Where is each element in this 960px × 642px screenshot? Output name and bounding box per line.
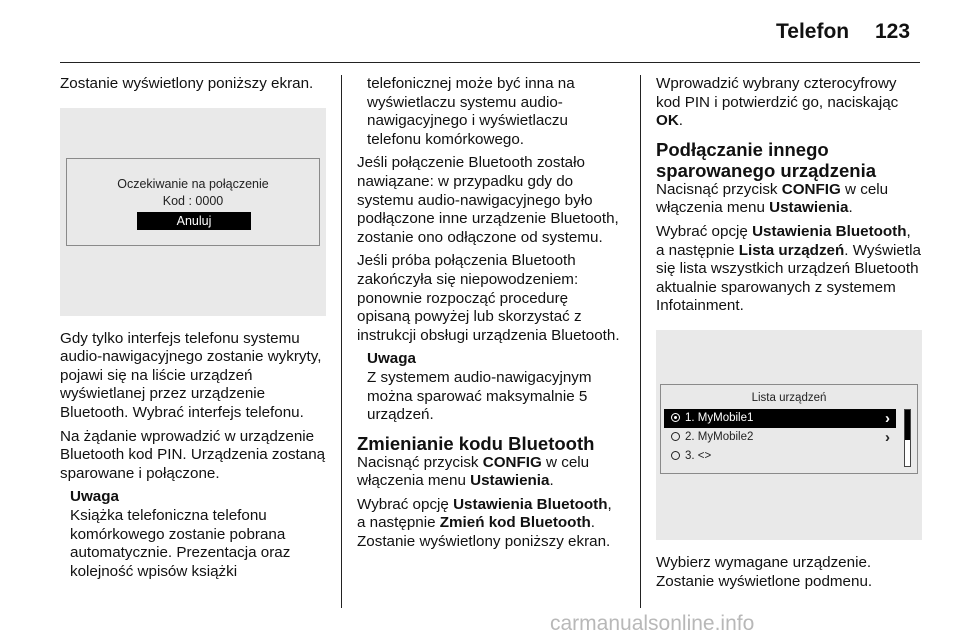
pairing-screen	[60, 108, 326, 316]
section-heading: Zmienianie kodu Bluetooth	[357, 432, 595, 454]
note	[357, 350, 623, 424]
watermark: carmanualsonline.info	[550, 612, 755, 635]
chevron-right-icon: ›	[885, 409, 890, 427]
column-1	[60, 75, 326, 581]
step: Wybrać opcję Ustawienia Bluetooth, a następnie Lista urządzeń. Wyświetla się lista wszystkich urządzeń Bluetooth aktualnie sparowanych z systemem Infotainment.	[656, 222, 921, 315]
section-heading: Podłączanie innego sparowanego urządzenia	[656, 138, 876, 181]
paragraph: Wprowadzić wybrany czterocyfrowy kod PIN i potwierdzić go, naciskając OK.	[656, 75, 899, 130]
cancel-button[interactable]: Anuluj	[137, 212, 251, 230]
note-text: Z systemem audio-nawigacyjnym można sparować maksymalnie 5 urządzeń.	[367, 368, 592, 424]
page-number: 123	[875, 20, 911, 43]
paragraph: Wybierz wymagane urządzenie. Zostanie wyświetlone podmenu.	[656, 553, 873, 590]
note-continued: telefonicznej może być inna na wyświetlaczu systemu audio-nawigacyjnego i wyświetlaczu telefonu komórkowego.	[367, 75, 575, 148]
list-scrollbar[interactable]	[904, 409, 911, 467]
column-2	[357, 75, 623, 557]
note-title: Uwaga	[367, 350, 416, 368]
step: Nacisnąć przycisk CONFIG w celu włączenia menu Ustawienia.	[656, 180, 889, 217]
device-row[interactable]: 3. <>	[664, 447, 896, 466]
device-row[interactable]: 2. MyMobile2 ›	[664, 428, 896, 447]
header-rule	[60, 62, 920, 63]
device-list-screen	[656, 330, 922, 540]
running-header-title: Telefon	[776, 20, 850, 43]
step: Nacisnąć przycisk CONFIG w celu włączenia menu Ustawienia.	[357, 453, 590, 490]
step: Wybrać opcję Ustawienia Bluetooth, a następnie Zmień kod Bluetooth. Zostanie wyświetlony poniższy ekran.	[357, 495, 612, 551]
scroll-thumb[interactable]	[905, 410, 910, 440]
radio-icon	[671, 432, 680, 441]
paragraph: Zostanie wyświetlony poniższy ekran.	[60, 75, 314, 92]
chevron-right-icon: ›	[885, 428, 890, 446]
radio-selected-icon	[671, 413, 680, 422]
radio-icon	[671, 451, 680, 460]
note-text: Książka telefoniczna telefonu komórkowego zostanie pobrana automatycznie. Prezentacja oraz kolejność wpisów książki	[70, 506, 291, 580]
column-3	[656, 75, 922, 596]
paragraph: Gdy tylko interfejs telefonu systemu audio-nawigacyjnego zostanie wykryty, pojawi się na liście urządzeń wyświetlanej przez urządzenie Bluetooth. Wybrać interfejs telefonu.	[60, 329, 322, 421]
device-row-selected[interactable]: 1. MyMobile1 ›	[664, 409, 896, 428]
note-title: Uwaga	[70, 488, 119, 506]
paragraph: Jeśli próba połączenia Bluetooth zakończyła się niepowodzeniem: ponownie rozpocząć procedurę opisaną powyżej lub skorzystać z instrukcji obsługi urządzenia Bluetooth.	[357, 252, 620, 344]
column-divider-2	[640, 75, 641, 608]
note	[60, 488, 326, 581]
paragraph: Jeśli połączenie Bluetooth zostało nawiązane: w przypadku gdy do systemu audio-nawigacyjnego było podłączone inne urządzenie Bluetooth, zostanie ono odłączone od systemu.	[357, 154, 619, 246]
column-divider-1	[341, 75, 342, 608]
list-title: Lista urządzeń	[751, 391, 827, 404]
dialog-title: Oczekiwanie na połączenie	[117, 176, 269, 191]
dialog-code: Kod : 0000	[162, 193, 224, 208]
paragraph: Na żądanie wprowadzić w urządzenie Bluetooth kod PIN. Urządzenia zostaną sparowane i połączone.	[60, 427, 326, 482]
